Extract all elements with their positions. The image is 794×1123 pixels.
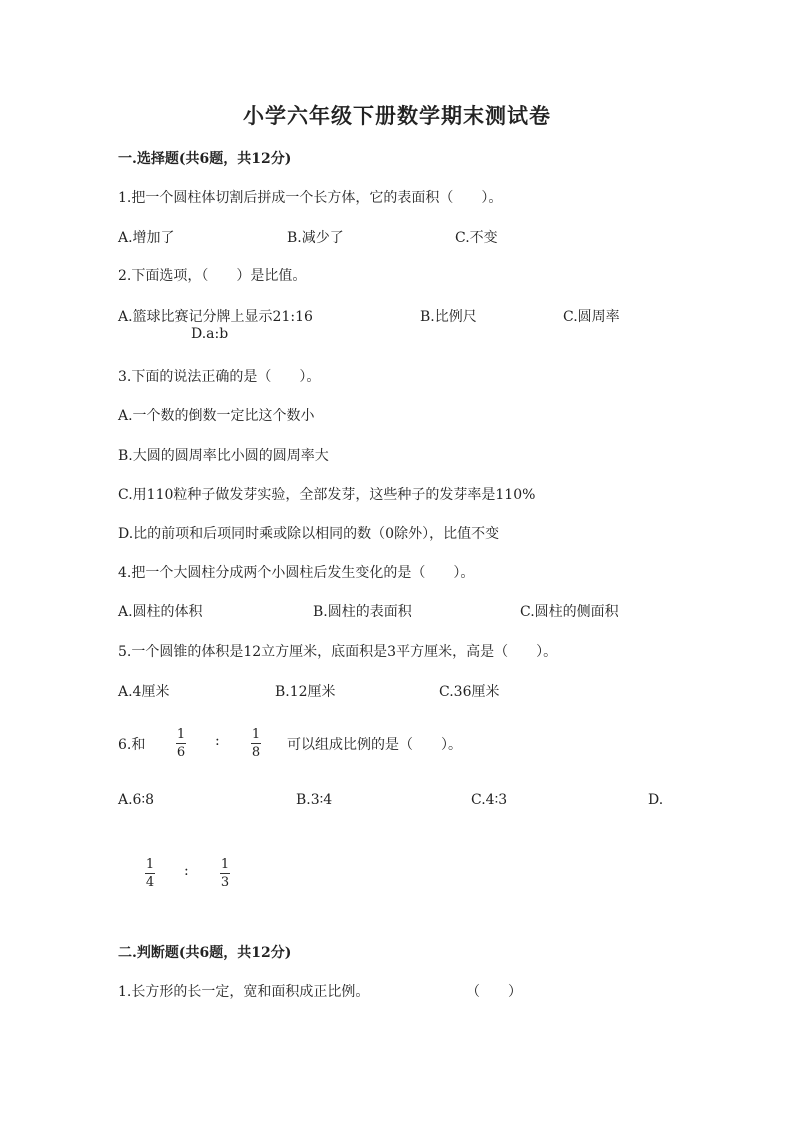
fraction bbox=[145, 857, 155, 890]
question-stem-prefix: 6.和 bbox=[118, 737, 146, 753]
fraction-bar bbox=[145, 873, 155, 874]
fraction-bar bbox=[220, 873, 230, 874]
ratio-colon: : bbox=[184, 863, 189, 879]
option-d: D.a:b bbox=[191, 326, 229, 342]
option-a: A.4厘米 bbox=[118, 684, 170, 700]
option-d: D.比的前项和后项同时乘或除以相同的数（0除外），比值不变 bbox=[118, 526, 500, 542]
option-a: A.增加了 bbox=[118, 230, 175, 246]
exam-title: 小学六年级下册数学期末测试卷 bbox=[243, 103, 551, 128]
option-c: C.不变 bbox=[455, 230, 498, 246]
question-stem: 1.长方形的长一定，宽和面积成正比例。 bbox=[118, 984, 370, 1000]
option-a: A.一个数的倒数一定比这个数小 bbox=[118, 408, 315, 424]
fraction bbox=[176, 727, 186, 760]
ratio-colon: : bbox=[215, 733, 220, 749]
option-c: C.圆周率 bbox=[563, 309, 620, 325]
option-b: B.大圆的圆周率比小圆的圆周率大 bbox=[118, 448, 329, 464]
fraction-bar bbox=[176, 743, 186, 744]
fraction-numerator: 1 bbox=[251, 727, 261, 742]
option-b: B.圆柱的表面积 bbox=[313, 604, 412, 620]
fraction-denominator: 4 bbox=[145, 875, 155, 890]
option-b: B.3∶4 bbox=[296, 792, 333, 808]
question-stem: 1.把一个圆柱体切割后拼成一个长方体，它的表面积（ ）。 bbox=[118, 190, 503, 206]
question-stem: 4.把一个大圆柱分成两个小圆柱后发生变化的是（ ）。 bbox=[118, 565, 475, 581]
fraction-denominator: 6 bbox=[176, 745, 186, 760]
fraction bbox=[251, 727, 261, 760]
section-header-judgement: 二.判断题(共6题，共12分) bbox=[118, 945, 292, 961]
option-c: C.用110粒种子做发芽实验，全部发芽，这些种子的发芽率是110% bbox=[118, 487, 536, 503]
option-c: C.36厘米 bbox=[439, 684, 500, 700]
option-a: A.圆柱的体积 bbox=[118, 604, 203, 620]
fraction-denominator: 8 bbox=[251, 745, 261, 760]
option-c: C.4∶3 bbox=[471, 792, 508, 808]
option-b: B.比例尺 bbox=[420, 309, 477, 325]
fraction-denominator: 3 bbox=[220, 875, 230, 890]
option-c: C.圆柱的侧面积 bbox=[520, 604, 619, 620]
fraction-numerator: 1 bbox=[145, 857, 155, 872]
option-b: B.12厘米 bbox=[275, 684, 336, 700]
question-stem: 5.一个圆锥的体积是12立方厘米，底面积是3平方厘米，高是（ ）。 bbox=[118, 644, 558, 660]
fraction-numerator: 1 bbox=[176, 727, 186, 742]
question-stem: 2.下面选项，（ ）是比值。 bbox=[118, 268, 307, 284]
option-b: B.减少了 bbox=[287, 230, 344, 246]
option-a: A.篮球比赛记分牌上显示21:16 bbox=[118, 309, 313, 325]
fraction bbox=[220, 857, 230, 890]
section-header-choice: 一.选择题(共6题，共12分) bbox=[118, 151, 292, 167]
fraction-bar bbox=[251, 743, 261, 744]
fraction-numerator: 1 bbox=[220, 857, 230, 872]
option-a: A.6∶8 bbox=[118, 792, 155, 808]
question-stem: 3.下面的说法正确的是（ ）。 bbox=[118, 369, 321, 385]
answer-blank[interactable]: （ ） bbox=[466, 984, 522, 1000]
option-d: D. bbox=[648, 792, 664, 808]
question-stem-suffix: 可以组成比例的是（ ）。 bbox=[287, 737, 462, 753]
